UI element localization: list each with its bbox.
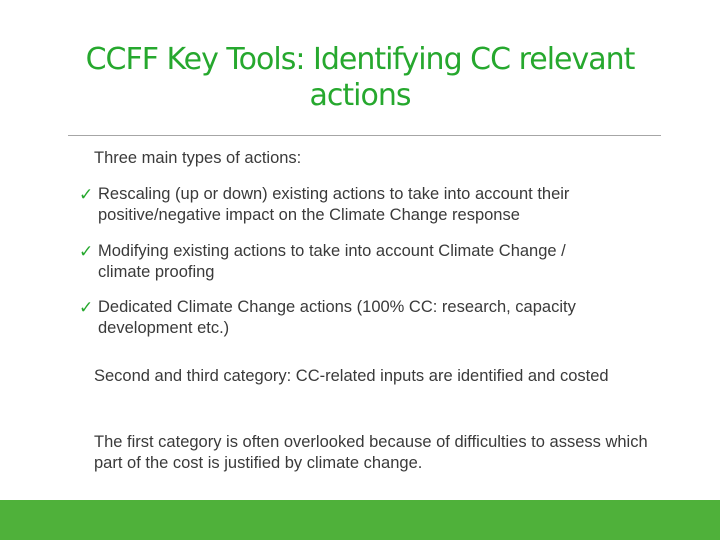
checklist-item-line: Dedicated Climate Change actions (100% CC: research, capacity [98, 298, 576, 316]
note-first-category: The first category is often overlooked because of difficulties to assess which part of the cost is justified by climate change. [94, 433, 648, 472]
checklist-item-line: positive/negative impact on the Climate Change response [98, 206, 520, 224]
checklist-item-line: Modifying existing actions to take into account Climate Change / [98, 242, 566, 260]
slide-title: CCFF Key Tools: Identifying CC relevant actions [85, 42, 635, 113]
checkmark-icon: ✓ [79, 185, 94, 204]
checklist-item-line: climate proofing [98, 263, 215, 281]
intro-text: Three main types of actions: [94, 149, 302, 167]
footer-bar [0, 500, 720, 540]
checkmark-icon: ✓ [79, 242, 94, 261]
checklist-item-line: Rescaling (up or down) existing actions to take into account their [98, 185, 570, 203]
checklist-item-line: development etc.) [98, 319, 230, 337]
note-second-third-category: Second and third category: CC-related inputs are identified and costed [94, 367, 609, 385]
checkmark-icon: ✓ [79, 298, 94, 317]
title-divider [68, 135, 661, 136]
